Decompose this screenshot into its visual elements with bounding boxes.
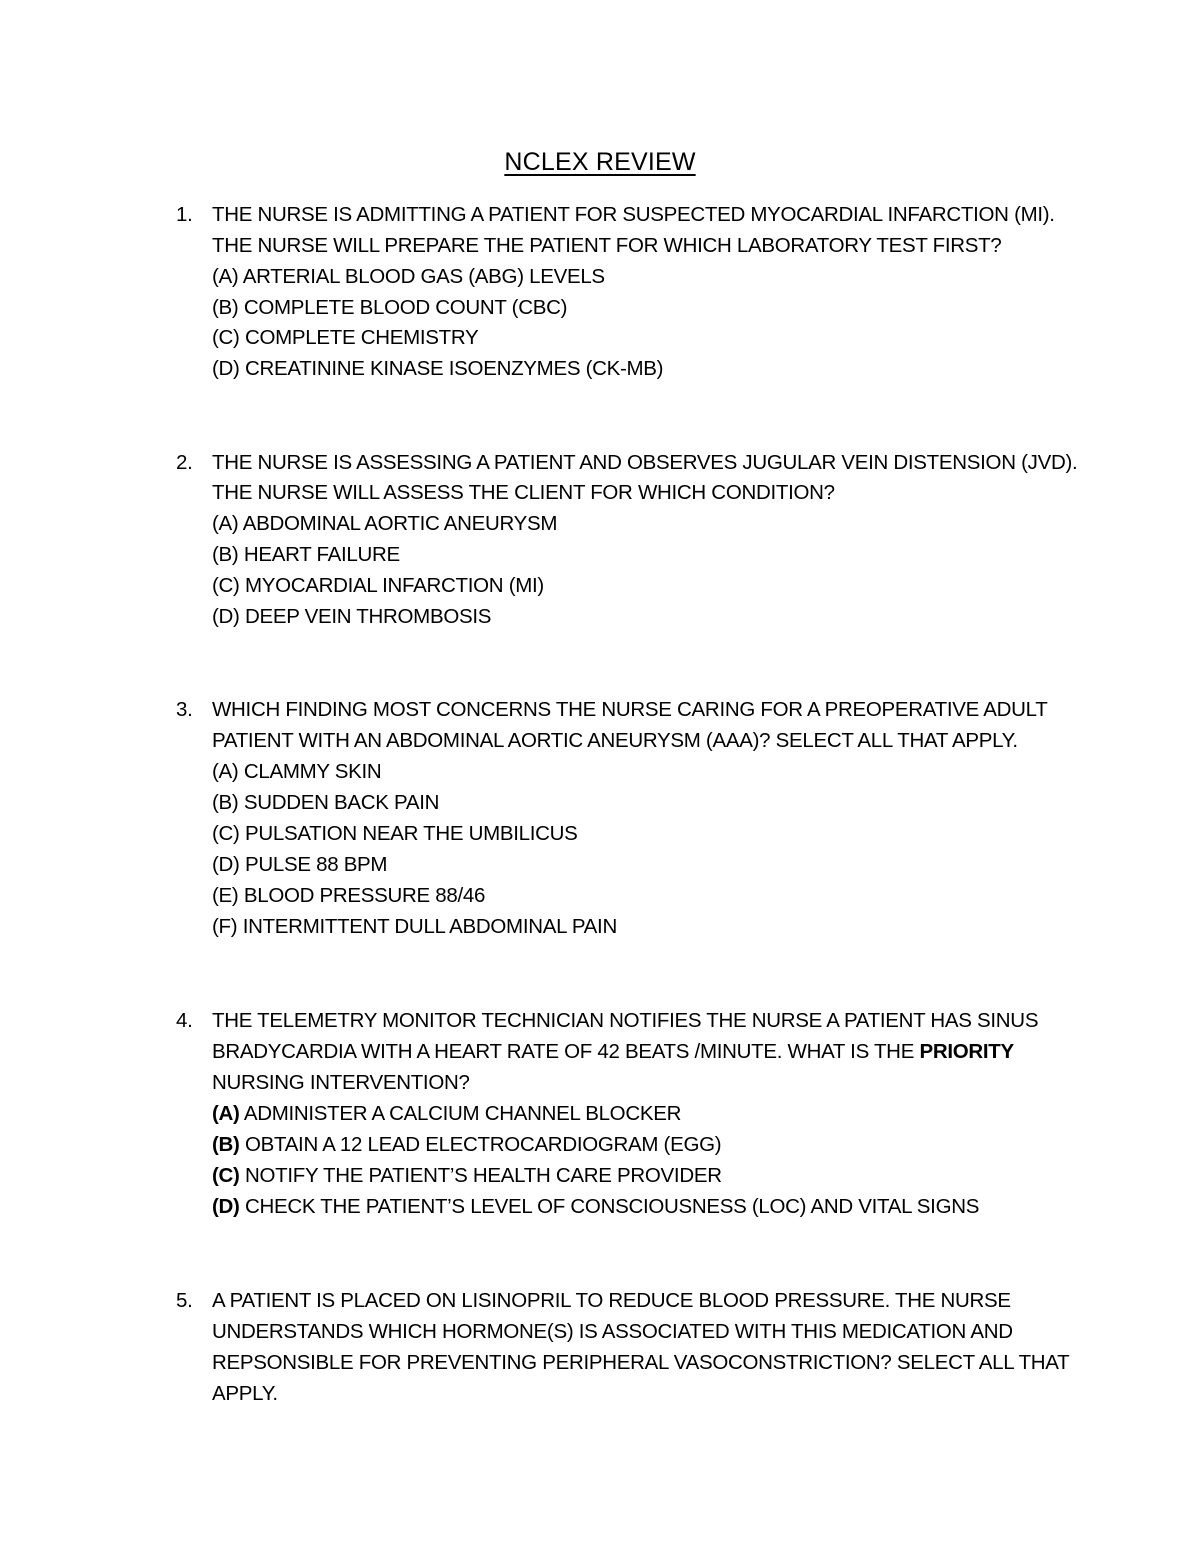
question-4-text-line-2: BRADYCARDIA WITH A HEART RATE OF 42 BEATS /MINUTE. WHAT IS THE PRIORITY — [212, 1040, 1014, 1063]
question-1-number: 1. — [176, 203, 193, 226]
question-5-text-line-1: A PATIENT IS PLACED ON LISINOPRIL TO REDUCE BLOOD PRESSURE. THE NURSE — [212, 1289, 1011, 1312]
question-1-option-c: (C) COMPLETE CHEMISTRY — [212, 326, 479, 349]
question-3-option-c: (C) PULSATION NEAR THE UMBILICUS — [212, 822, 578, 845]
question-2-number: 2. — [176, 451, 193, 474]
question-5-number: 5. — [176, 1289, 193, 1312]
question-4-number: 4. — [176, 1009, 193, 1032]
question-1-option-a: (A) ARTERIAL BLOOD GAS (ABG) LEVELS — [212, 265, 605, 288]
question-3-text-line-2: PATIENT WITH AN ABDOMINAL AORTIC ANEURYSM (AAA)? SELECT ALL THAT APPLY. — [212, 729, 1018, 752]
page-title: NCLEX REVIEW — [504, 148, 696, 176]
question-4-text-line-1: THE TELEMETRY MONITOR TECHNICIAN NOTIFIES THE NURSE A PATIENT HAS SINUS — [212, 1009, 1039, 1032]
question-3-number: 3. — [176, 698, 193, 721]
question-4-option-a: (A) ADMINISTER A CALCIUM CHANNEL BLOCKER — [212, 1102, 682, 1125]
question-1-text-line-1: THE NURSE IS ADMITTING A PATIENT FOR SUSPECTED MYOCARDIAL INFARCTION (MI). — [212, 203, 1055, 226]
question-4-option-b: (B) OBTAIN A 12 LEAD ELECTROCARDIOGRAM (EGG) — [212, 1133, 722, 1156]
question-3-text-line-1: WHICH FINDING MOST CONCERNS THE NURSE CARING FOR A PREOPERATIVE ADULT — [212, 698, 1048, 721]
question-2-option-a: (A) ABDOMINAL AORTIC ANEURYSM — [212, 512, 558, 535]
question-4-text-line-3: NURSING INTERVENTION? — [212, 1071, 470, 1094]
question-2-text-line-2: THE NURSE WILL ASSESS THE CLIENT FOR WHICH CONDITION? — [212, 481, 835, 504]
question-3-option-b: (B) SUDDEN BACK PAIN — [212, 791, 440, 814]
question-2-option-d: (D) DEEP VEIN THROMBOSIS — [212, 605, 492, 628]
question-1-option-d: (D) CREATININE KINASE ISOENZYMES (CK-MB) — [212, 357, 664, 380]
question-2-option-b: (B) HEART FAILURE — [212, 543, 400, 566]
question-2-option-c: (C) MYOCARDIAL INFARCTION (MI) — [212, 574, 544, 597]
question-5-text-line-2: UNDERSTANDS WHICH HORMONE(S) IS ASSOCIATED WITH THIS MEDICATION AND — [212, 1320, 1013, 1343]
question-3-option-f: (F) INTERMITTENT DULL ABDOMINAL PAIN — [212, 915, 617, 938]
priority-emphasis: PRIORITY — [919, 1040, 1014, 1063]
question-3-option-e: (E) BLOOD PRESSURE 88/46 — [212, 884, 486, 907]
question-1-text-line-2: THE NURSE WILL PREPARE THE PATIENT FOR WHICH LABORATORY TEST FIRST? — [212, 234, 1002, 257]
question-3-option-a: (A) CLAMMY SKIN — [212, 760, 382, 783]
question-4-option-c: (C) NOTIFY THE PATIENT’S HEALTH CARE PROVIDER — [212, 1164, 722, 1187]
question-2-text-line-1: THE NURSE IS ASSESSING A PATIENT AND OBSERVES JUGULAR VEIN DISTENSION (JVD). — [212, 451, 1078, 474]
question-5-text-line-4: APPLY. — [212, 1382, 278, 1405]
question-4-option-d: (D) CHECK THE PATIENT’S LEVEL OF CONSCIOUSNESS (LOC) AND VITAL SIGNS — [212, 1195, 980, 1218]
question-3-option-d: (D) PULSE 88 BPM — [212, 853, 388, 876]
question-5-text-line-3: REPSONSIBLE FOR PREVENTING PERIPHERAL VASOCONSTRICTION? SELECT ALL THAT — [212, 1351, 1070, 1374]
question-1-option-b: (B) COMPLETE BLOOD COUNT (CBC) — [212, 296, 568, 319]
